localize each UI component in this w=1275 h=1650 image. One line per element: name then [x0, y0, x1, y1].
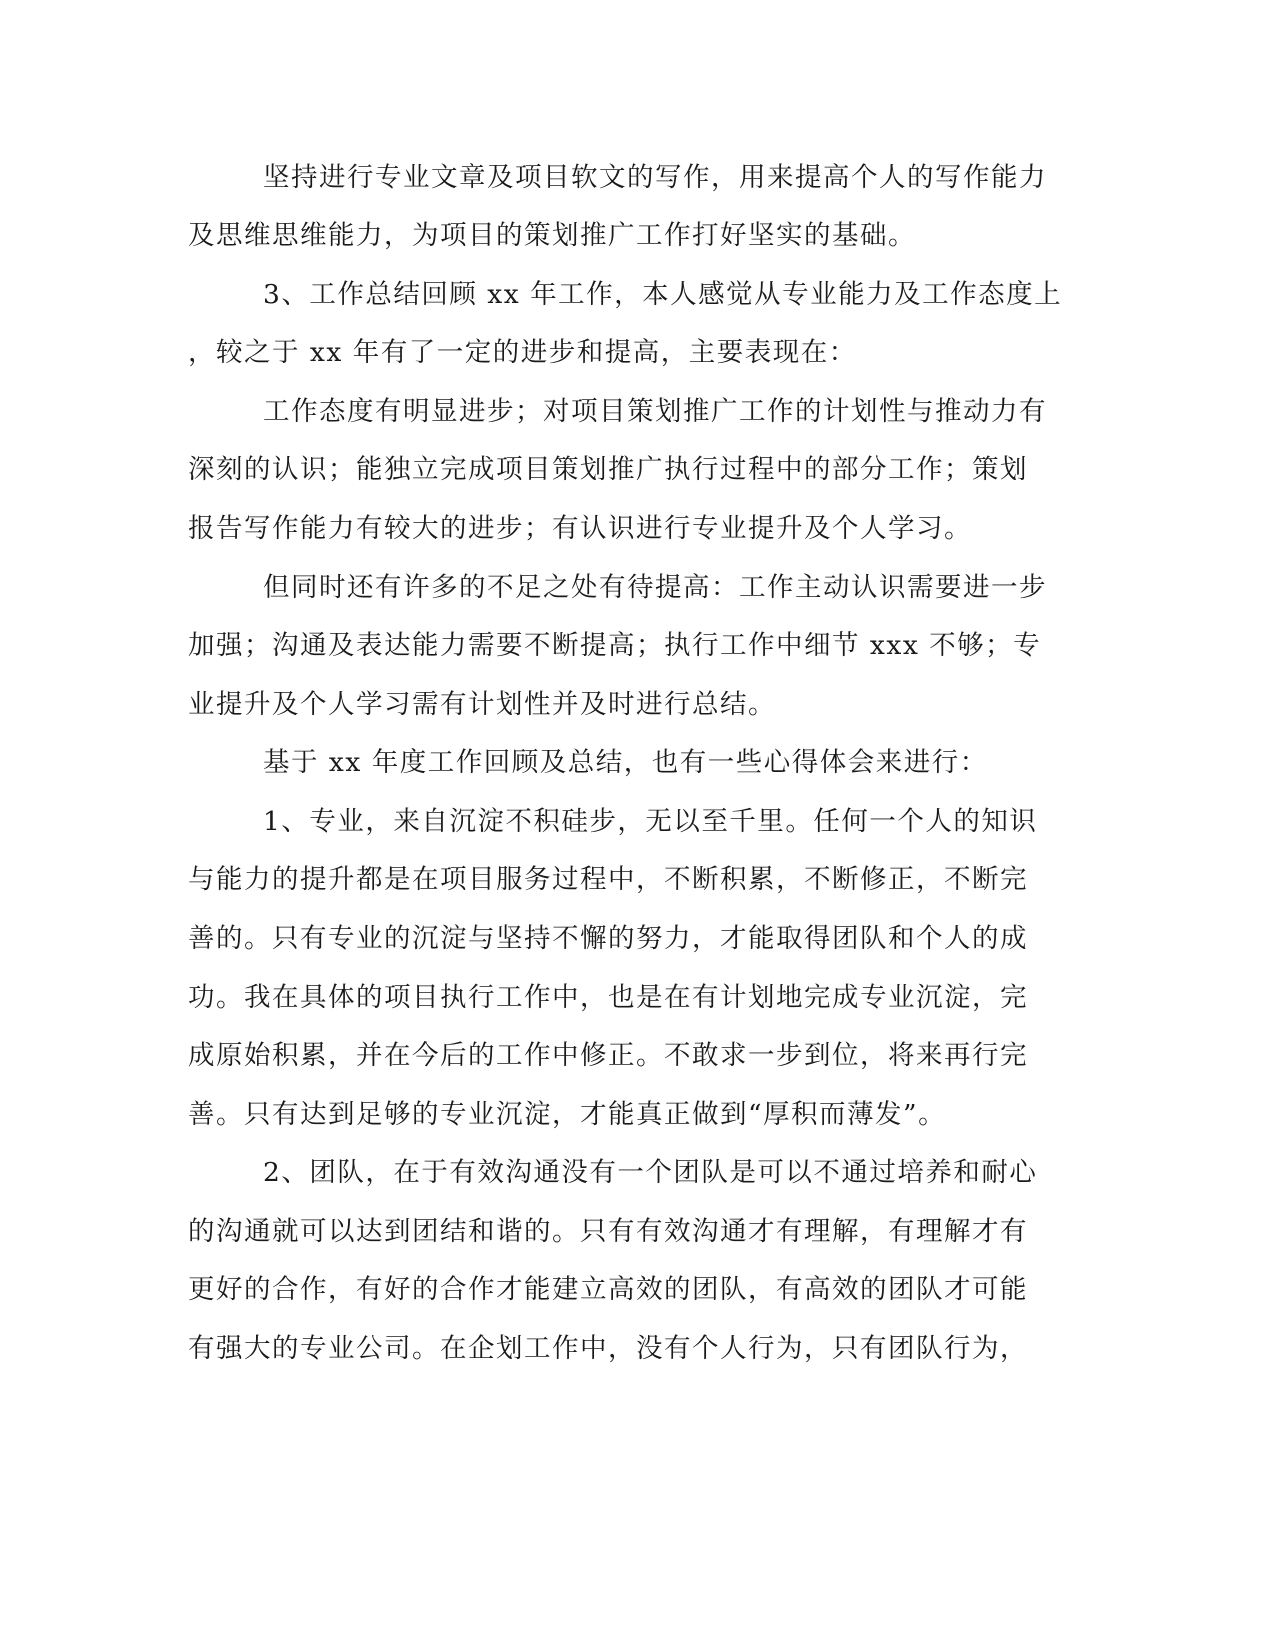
text-line: 与能力的提升都是在项目服务过程中，不断积累，不断修正，不断完 — [188, 864, 1028, 895]
text-line: 2、团队，在于有效沟通没有一个团队是可以不通过培养和耐心 — [263, 1157, 1038, 1188]
text-line: 3、工作总结回顾 xx 年工作，本人感觉从专业能力及工作态度上 — [263, 279, 1063, 310]
text-line: 及思维思维能力，为项目的策划推广工作打好坚实的基础。 — [188, 220, 916, 251]
text-line: 基于 xx 年度工作回顾及总结，也有一些心得体会来进行： — [263, 747, 988, 778]
text-line: 成原始积累，并在今后的工作中修正。不敢求一步到位，将来再行完 — [188, 1040, 1028, 1071]
text-line: 但同时还有许多的不足之处有待提高：工作主动认识需要进一步 — [263, 572, 1047, 603]
text-line: 善。只有达到足够的专业沉淀，才能真正做到“厚积而薄发”。 — [188, 1099, 947, 1130]
text-line: 有强大的专业公司。在企划工作中，没有个人行为，只有团队行为， — [188, 1333, 1028, 1364]
text-line: 更好的合作，有好的合作才能建立高效的团队，有高效的团队才可能 — [188, 1274, 1028, 1305]
text-line: 加强；沟通及表达能力需要不断提高；执行工作中细节 xxx 不够；专 — [188, 630, 1042, 661]
text-line: 善的。只有专业的沉淀与坚持不懈的努力，才能取得团队和个人的成 — [188, 923, 1028, 954]
text-line: 坚持进行专业文章及项目软文的写作，用来提高个人的写作能力 — [263, 162, 1047, 193]
text-line: 深刻的认识；能独立完成项目策划推广执行过程中的部分工作；策划 — [188, 454, 1028, 485]
text-line: ，较之于 xx 年有了一定的进步和提高，主要表现在： — [188, 337, 857, 368]
text-line: 工作态度有明显进步；对项目策划推广工作的计划性与推动力有 — [263, 396, 1047, 427]
text-line: 报告写作能力有较大的进步；有认识进行专业提升及个人学习。 — [188, 513, 972, 544]
text-line: 1、专业，来自沉淀不积硅步，无以至千里。任何一个人的知识 — [263, 806, 1038, 837]
text-line: 的沟通就可以达到团结和谐的。只有有效沟通才有理解，有理解才有 — [188, 1216, 1028, 1247]
text-line: 业提升及个人学习需有计划性并及时进行总结。 — [188, 689, 776, 720]
text-line: 功。我在具体的项目执行工作中，也是在有计划地完成专业沉淀，完 — [188, 982, 1028, 1013]
